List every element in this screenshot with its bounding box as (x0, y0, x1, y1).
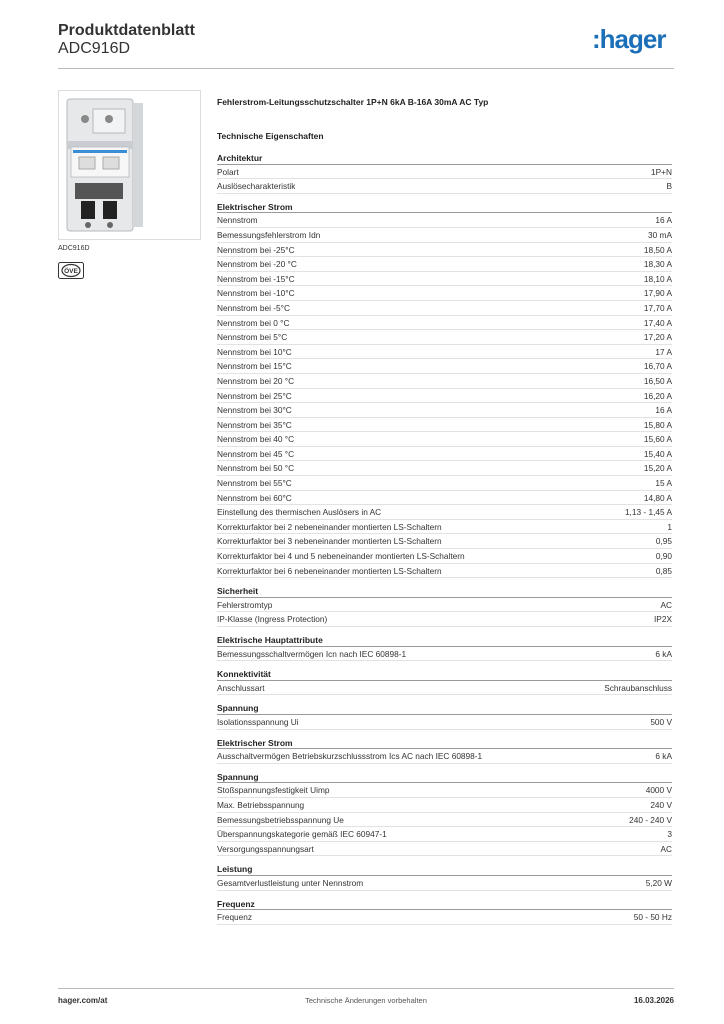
spec-row (217, 165, 672, 180)
spec-label: Nennstrom bei -25°C (217, 244, 295, 255)
spec-value: 1,13 - 1,45 A (624, 507, 672, 518)
spec-row (217, 418, 672, 433)
spec-label: Korrekturfaktor bei 2 nebeneinander montierten LS-Schaltern (217, 521, 442, 532)
spec-value: 17 A (655, 346, 672, 357)
circuit-breaker-illustration (59, 91, 200, 239)
spec-value: 15,40 A (643, 448, 672, 459)
spec-section (217, 898, 672, 925)
product-description: Fehlerstrom-Leitungsschutzschalter 1P+N 6kA B-16A 30mA AC Typ (217, 97, 489, 107)
spec-label: Nennstrom bei -15°C (217, 273, 295, 284)
spec-label: Nennstrom bei -10°C (217, 288, 295, 299)
spec-row (217, 179, 672, 194)
document-title: Produktdatenblatt (58, 22, 195, 39)
spec-value: 18,30 A (643, 259, 672, 270)
spec-value: 500 V (650, 716, 672, 727)
hager-logo-text: :hager (592, 26, 666, 54)
spec-row (217, 910, 672, 925)
spec-row (217, 681, 672, 696)
spec-label: Nennstrom bei -5°C (217, 302, 290, 313)
technical-properties-heading: Technische Eigenschaften (217, 131, 324, 141)
spec-label: IP-Klasse (Ingress Protection) (217, 614, 328, 625)
spec-value: 18,50 A (643, 244, 672, 255)
spec-value: 1 (667, 521, 672, 532)
spec-value: 15,60 A (643, 434, 672, 445)
section-title: Elektrischer Strom (217, 201, 672, 214)
spec-value: 17,20 A (643, 332, 672, 343)
spec-label: Frequenz (217, 912, 253, 923)
spec-row (217, 749, 672, 764)
spec-value: 240 V (650, 799, 672, 810)
spec-row (217, 842, 672, 857)
section-title: Spannung (217, 702, 672, 715)
spec-label: Nennstrom bei 10°C (217, 346, 292, 357)
spec-label: Max. Betriebsspannung (217, 799, 305, 810)
spec-row (217, 432, 672, 447)
image-caption: ADC916D (58, 245, 90, 252)
spec-value: 16 A (655, 215, 672, 226)
spec-row (217, 316, 672, 331)
spec-row (217, 213, 672, 228)
spec-section (217, 771, 672, 857)
spec-value: AC (660, 843, 672, 854)
spec-row (217, 598, 672, 613)
spec-label: Fehlerstromtyp (217, 599, 273, 610)
spec-row (217, 827, 672, 842)
spec-label: Nennstrom bei 30°C (217, 405, 292, 416)
spec-value: 18,10 A (643, 273, 672, 284)
spec-value: 15,20 A (643, 463, 672, 474)
spec-row (217, 286, 672, 301)
spec-label: Gesamtverlustleistung unter Nennstrom (217, 877, 364, 888)
spec-section (217, 634, 672, 661)
spec-value: B (666, 181, 672, 192)
spec-label: Überspannungskategorie gemäß IEC 60947-1 (217, 829, 387, 840)
spec-label: Nennstrom bei 45 °C (217, 448, 295, 459)
spec-section (217, 152, 672, 194)
footer-disclaimer: Technische Änderungen vorbehalten (305, 996, 427, 1005)
spec-label: Nennstrom bei 20 °C (217, 375, 295, 386)
spec-value: Schraubanschluss (604, 682, 672, 693)
spec-row (217, 389, 672, 404)
spec-value: 14,80 A (643, 492, 672, 503)
spec-label: Korrekturfaktor bei 6 nebeneinander montierten LS-Schaltern (217, 565, 442, 576)
spec-row (217, 505, 672, 520)
header-divider (58, 68, 674, 69)
spec-label: Nennstrom bei 50 °C (217, 463, 295, 474)
spec-value: 17,70 A (643, 302, 672, 313)
spec-label: Nennstrom bei 60°C (217, 492, 292, 503)
section-title: Spannung (217, 771, 672, 784)
section-title: Konnektivität (217, 668, 672, 681)
spec-row (217, 359, 672, 374)
spec-row (217, 447, 672, 462)
spec-label: Stoßspannungsfestigkeit Uimp (217, 785, 330, 796)
spec-section (217, 668, 672, 695)
spec-row (217, 461, 672, 476)
spec-row (217, 813, 672, 828)
spec-row (217, 534, 672, 549)
spec-row (217, 876, 672, 891)
spec-label: Nennstrom bei 35°C (217, 419, 292, 430)
spec-row (217, 612, 672, 627)
footer-website: hager.com/at (58, 996, 108, 1005)
spec-value: 4000 V (645, 785, 672, 796)
spec-value: 17,90 A (643, 288, 672, 299)
spec-label: Nennstrom bei 5°C (217, 332, 288, 343)
spec-value: 16,20 A (643, 390, 672, 401)
spec-value: 15 A (655, 478, 672, 489)
spec-label: Nennstrom (217, 215, 258, 226)
spec-label: Korrekturfaktor bei 4 und 5 nebeneinander montierten LS-Schaltern (217, 551, 465, 562)
spec-row (217, 564, 672, 579)
spec-row (217, 491, 672, 506)
spec-label: Bemessungsfehlerstrom Idn (217, 229, 321, 240)
spec-label: Isolationsspannung Ui (217, 716, 299, 727)
spec-section (217, 702, 672, 729)
spec-section (217, 585, 672, 627)
ove-certification-icon (58, 262, 84, 279)
spec-label: Nennstrom bei 15°C (217, 361, 292, 372)
spec-row (217, 257, 672, 272)
hager-logo (592, 26, 674, 54)
spec-value: 5,20 W (645, 877, 672, 888)
spec-value: 3 (667, 829, 672, 840)
footer-divider (58, 988, 674, 989)
spec-label: Nennstrom bei 40 °C (217, 434, 295, 445)
spec-row (217, 301, 672, 316)
spec-value: 50 - 50 Hz (633, 912, 672, 923)
spec-label: Anschlussart (217, 682, 265, 693)
spec-row (217, 403, 672, 418)
spec-value: 240 - 240 V (629, 814, 672, 825)
spec-row (217, 520, 672, 535)
spec-value: 16 A (655, 405, 672, 416)
section-title: Elektrischer Strom (217, 737, 672, 750)
spec-row (217, 374, 672, 389)
spec-row (217, 715, 672, 730)
spec-section (217, 737, 672, 764)
spec-value: IP2X (654, 614, 672, 625)
spec-value: 15,80 A (643, 419, 672, 430)
page-header (58, 20, 674, 70)
spec-row (217, 549, 672, 564)
footer-date: 16.03.2026 (633, 996, 674, 1005)
spec-row (217, 272, 672, 287)
spec-row (217, 243, 672, 258)
spec-value: 1P+N (651, 166, 672, 177)
spec-row (217, 476, 672, 491)
spec-row (217, 798, 672, 813)
spec-label: Bemessungsschaltvermögen Icn nach IEC 60898-1 (217, 648, 407, 659)
spec-row (217, 330, 672, 345)
spec-value: 6 kA (655, 751, 672, 762)
spec-label: Nennstrom bei -20 °C (217, 259, 297, 270)
section-title: Frequenz (217, 898, 672, 911)
spec-value: 16,50 A (643, 375, 672, 386)
spec-label: Einstellung des thermischen Auslösers in AC (217, 507, 382, 518)
spec-label: Versorgungsspannungsart (217, 843, 314, 854)
spec-content (217, 95, 672, 925)
section-title: Architektur (217, 152, 672, 165)
spec-label: Auslösecharakteristik (217, 181, 296, 192)
spec-label: Polart (217, 166, 239, 177)
spec-row (217, 783, 672, 798)
ove-certification-label: ÖVE (64, 268, 78, 275)
spec-value: 16,70 A (643, 361, 672, 372)
spec-value: 0,95 (655, 536, 672, 547)
spec-label: Bemessungsbetriebsspannung Ue (217, 814, 344, 825)
product-image (58, 90, 201, 240)
document-subtitle: ADC916D (58, 40, 131, 57)
section-title: Sicherheit (217, 585, 672, 598)
section-title: Leistung (217, 863, 672, 876)
spec-value: 0,85 (655, 565, 672, 576)
spec-label: Nennstrom bei 25°C (217, 390, 292, 401)
spec-label: Nennstrom bei 0 °C (217, 317, 290, 328)
spec-label: Nennstrom bei 55°C (217, 478, 292, 489)
spec-row (217, 345, 672, 360)
spec-value: 30 mA (648, 229, 672, 240)
spec-value: 6 kA (655, 648, 672, 659)
spec-section (217, 201, 672, 578)
spec-row (217, 647, 672, 662)
spec-sections (217, 152, 672, 925)
spec-row (217, 228, 672, 243)
spec-value: AC (660, 599, 672, 610)
spec-value: 17,40 A (643, 317, 672, 328)
spec-label: Korrekturfaktor bei 3 nebeneinander montierten LS-Schaltern (217, 536, 442, 547)
page-footer (58, 996, 674, 1010)
section-title: Elektrische Hauptattribute (217, 634, 672, 647)
spec-section (217, 863, 672, 890)
spec-label: Ausschaltvermögen Betriebskurzschlussstrom Ics AC nach IEC 60898-1 (217, 751, 483, 762)
spec-value: 0,90 (655, 551, 672, 562)
